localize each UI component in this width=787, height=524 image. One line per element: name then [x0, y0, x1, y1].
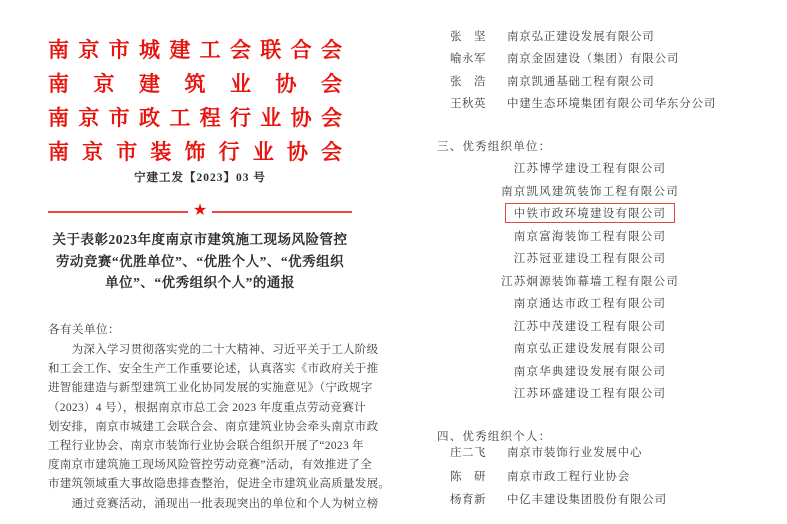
body-paragraphs — [48, 341, 391, 514]
winner-row — [450, 26, 716, 48]
divider-line-left — [48, 211, 188, 213]
body-line: 市建筑领域重大事故隐患排查整治，促进全市建筑业高质量发展。 — [48, 478, 391, 491]
person-row — [450, 442, 667, 466]
star-icon: ★ — [192, 200, 208, 219]
company-name: 江苏炯源装饰幕墙工程有限公司 — [501, 275, 679, 288]
document-number: 宁建工发【2023】03 号 — [134, 172, 266, 184]
company-line — [437, 315, 743, 338]
company-line — [437, 270, 743, 293]
company-name: 南京凯风建筑装饰工程有限公司 — [501, 185, 679, 198]
body-line: 度南京市建筑施工现场风险管控劳动竞赛”活动，有效推进了全 — [48, 459, 373, 472]
company-line-highlighted — [437, 202, 743, 225]
company-name: 南京富海装饰工程有限公司 — [513, 230, 667, 243]
section4-people-list — [450, 442, 667, 513]
org-name-line: 南 京 建 筑 业 协 会 — [48, 72, 342, 96]
person-name: 张 坚 — [450, 31, 486, 43]
body-line: （2023）4 号），根据南京市总工会 2023 年度重点劳动竞赛计 — [48, 401, 366, 414]
person-org: 中亿丰建设集团股份有限公司 — [507, 494, 667, 507]
winner-row — [450, 48, 716, 70]
person-org: 南京弘正建设发展有限公司 — [507, 31, 655, 43]
person-name: 王秋英 — [450, 98, 486, 111]
body-line: 工程行业协会、南京市装饰行业协会联合组织开展了“2023 年 — [48, 439, 364, 452]
person-name: 喻永军 — [450, 53, 486, 66]
section4-heading: 四、优秀组织个人： — [437, 431, 552, 443]
person-row — [450, 489, 667, 513]
company-name: 南京华典建设发展有限公司 — [513, 365, 667, 378]
company-line — [437, 382, 743, 405]
body-line: 为深入学习贯彻落实党的二十大精神、习近平关于工人阶级 — [48, 344, 379, 356]
winner-individuals-list — [450, 26, 716, 116]
company-name: 南京通达市政工程有限公司 — [513, 298, 667, 311]
company-name: 南京弘正建设发展有限公司 — [513, 343, 667, 356]
divider-line-right — [212, 211, 352, 213]
person-org: 中建生态环境集团有限公司华东分公司 — [507, 98, 717, 111]
person-org: 南京市装饰行业发展中心 — [507, 447, 643, 459]
company-line — [437, 247, 743, 270]
person-name: 杨育新 — [450, 494, 486, 507]
document-page-right — [400, 0, 787, 524]
body-line: 划安排，南京市城建工会联合会、南京建筑业协会牵头南京市政 — [48, 420, 379, 433]
body-line: 和工会工作、安全生产工作重要论述，认真落实《市政府关于推 — [48, 363, 379, 376]
company-line — [437, 225, 743, 248]
org-name-line: 南 京 市 政 工 程 行 业 协 会 — [48, 106, 342, 130]
person-org: 南京市政工程行业协会 — [507, 470, 630, 483]
highlighted-company-box: 中铁市政环境建设有限公司 — [505, 203, 675, 223]
person-name: 陈 研 — [450, 470, 486, 483]
document-title — [28, 229, 372, 294]
title-line: 劳动竞赛“优胜单位”、“优胜个人”、“优秀组织 — [55, 253, 345, 269]
org-name-line: 南 京 市 装 饰 行 业 协 会 — [48, 140, 342, 164]
company-name: 江苏环盛建设工程有限公司 — [513, 388, 667, 401]
person-org: 南京凯通基础工程有限公司 — [507, 75, 655, 88]
winner-row — [450, 71, 716, 93]
salutation: 各有关单位： — [48, 324, 120, 336]
body-line: 通过竞赛活动，涌现出一批表现突出的单位和个人为树立榜 — [48, 497, 379, 510]
company-line — [437, 360, 743, 383]
winner-row — [450, 93, 716, 115]
company-line — [437, 157, 743, 180]
person-org: 南京金固建设（集团）有限公司 — [507, 53, 680, 66]
red-divider — [48, 200, 352, 221]
body-line: 进智能建造与新型建筑工业化协同发展的实施意见》（宁政规字 — [48, 382, 373, 395]
person-name: 庄二飞 — [450, 447, 486, 459]
section3-heading: 三、优秀组织单位： — [437, 141, 552, 153]
company-name: 江苏博学建设工程有限公司 — [513, 163, 667, 176]
person-row — [450, 466, 667, 490]
section3-company-list — [437, 157, 743, 405]
org-name-line: 南 京 市 城 建 工 会 联 合 会 — [48, 38, 342, 62]
company-name: 江苏冠亚建设工程有限公司 — [513, 253, 667, 266]
issuing-orgs-header — [48, 33, 342, 169]
company-name: 江苏中茂建设工程有限公司 — [513, 320, 667, 333]
person-name: 张 浩 — [450, 75, 486, 88]
company-line — [437, 180, 743, 203]
title-line: 关于表彰2023年度南京市建筑施工现场风险管控 — [52, 232, 348, 247]
company-line — [437, 337, 743, 360]
title-line: 单位”、“优秀组织个人”的通报 — [105, 275, 295, 290]
company-line — [437, 292, 743, 315]
